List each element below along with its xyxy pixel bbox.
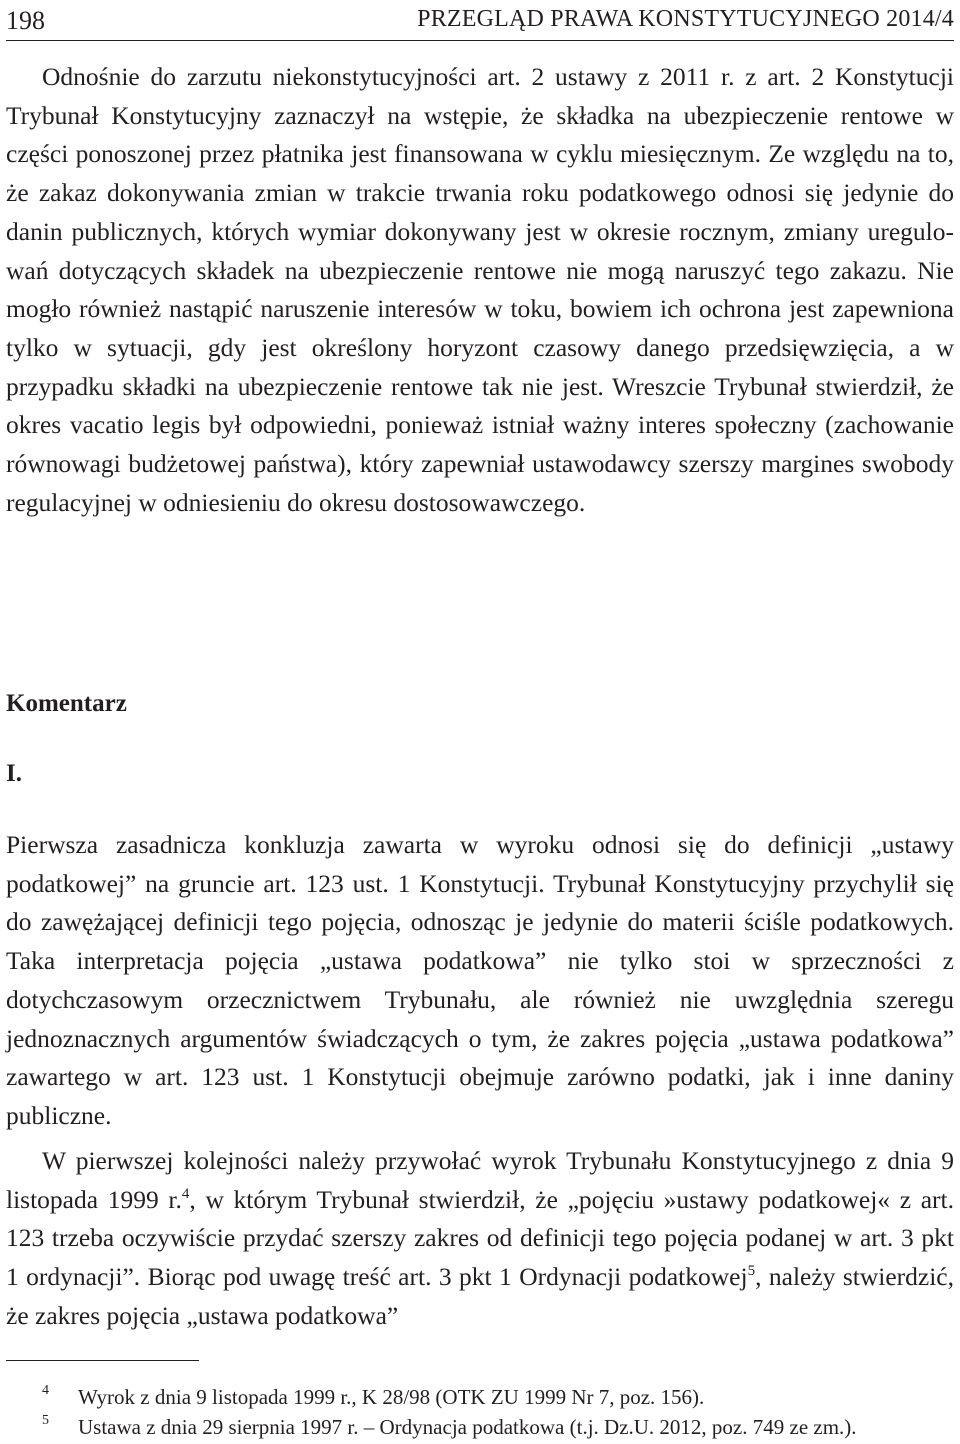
paragraph-tax-law-definition: Pierwsza zasadnicza konkluzja zawarta w wyroku odnosi się do definicji „ustawy podatkowej” na gruncie art. 123 ust. 1 Konstytucji. Trybunał Konstytucyjny przychylił się do zawężającej definicji tego pojęcia, odnosząc je jedynie do materii ściśle podatkowych. Taka interpretacja pojęcia „ustawa podatkowa” nie tylko stoi w sprzeczności z dotychczasowym orzecznictwem Trybunału, ale również nie uwzględnia szeregu jednoznacznych argumentów świadczących o tym, że zakres pojęcia „ustawa podatkowa” zawartego w art. 123 ust. 1 Konstytucji obejmuje zarówno podatki, jak i inne daniny publiczne. <box>6 830 954 1130</box>
footnote-number: 4 <box>42 1383 49 1398</box>
footnote-text: Ustawa z dnia 29 sierpnia 1997 r. – Ordynacja podatkowa (t.j. Dz.U. 2012, poz. 749 ze zm.). <box>78 1415 857 1439</box>
page-number: 198 <box>6 6 45 35</box>
paragraph-tribunal-judgment <box>6 1142 954 1336</box>
paragraph-text-part: W pierwszej kolejności należy przywołać wyrok Trybunału Konstytucyjnego z dnia 9 listopada 1999 r. <box>6 1146 954 1214</box>
footnote-number: 5 <box>42 1413 49 1428</box>
paragraph-text-part: , w którym Trybunał stwierdził, że „pojęciu »ustawy podatkowej« z art. 123 trzeba oczywiście przydać szerszy zakres od definicji tego pojęcia podanej w art. 3 pkt 1 ordynacji”. Biorąc pod uwagę treść art. 3 pkt 1 Ordynacji podatkowej <box>6 1184 954 1292</box>
footnote-reference[interactable]: 4 <box>181 1185 190 1202</box>
paragraph-text-part: , należy stwierdzić, że zakres pojęcia „ustawa podatkowa” <box>6 1262 954 1330</box>
footnote-text: Wyrok z dnia 9 listopada 1999 r., K 28/98 (OTK ZU 1999 Nr 7, poz. 156). <box>78 1385 705 1409</box>
footnote-separator <box>6 1360 199 1361</box>
running-header <box>6 4 954 41</box>
heading-komentarz: Komentarz <box>6 690 127 717</box>
heading-section-number: I. <box>6 760 22 787</box>
paragraph-trybunal-ruling-summary: Odnośnie do zarzutu niekonstytucyjności art. 2 ustawy z 2011 r. z art. 2 Konstytucji Trybunał Konstytucyjny zaznaczył na wstępie, że składka na ubezpieczenie rentowe w części ponoszonej przez płatnika jest finansowana w cyklu miesięcznym. Ze względu na to, że zakaz dokonywania zmian w trakcie trwania roku podatkowego odnosi się jedynie do danin publicznych, których wymiar dokonywany jest w okresie rocznym, zmiany uregulowań dotyczących składek na ubezpieczenie rentowe nie mogą naruszyć tego zakazu. Nie mogło również nastąpić naruszenie interesów w toku, bowiem ich ochrona jest zapewniona tylko w sytuacji, gdy jest określony horyzont czasowy danego przedsięwzięcia, a w przypadku składki na ubezpieczenie rentowe tak nie jest. Wreszcie Trybunał stwierdził, że okres vacatio legis był odpowiedni, ponieważ istniał ważny interes społeczny (zachowanie równowagi budżetowej państwa), który zapewniał ustawodawcy szerszy margines swobody regulacyjnej w odniesieniu do okresu dostosowawczego. <box>6 62 954 517</box>
footnote-reference[interactable]: 5 <box>747 1263 756 1280</box>
journal-title: PRZEGLĄD PRAWA KONSTYTUCYJNEGO 2014/4 <box>417 6 954 32</box>
